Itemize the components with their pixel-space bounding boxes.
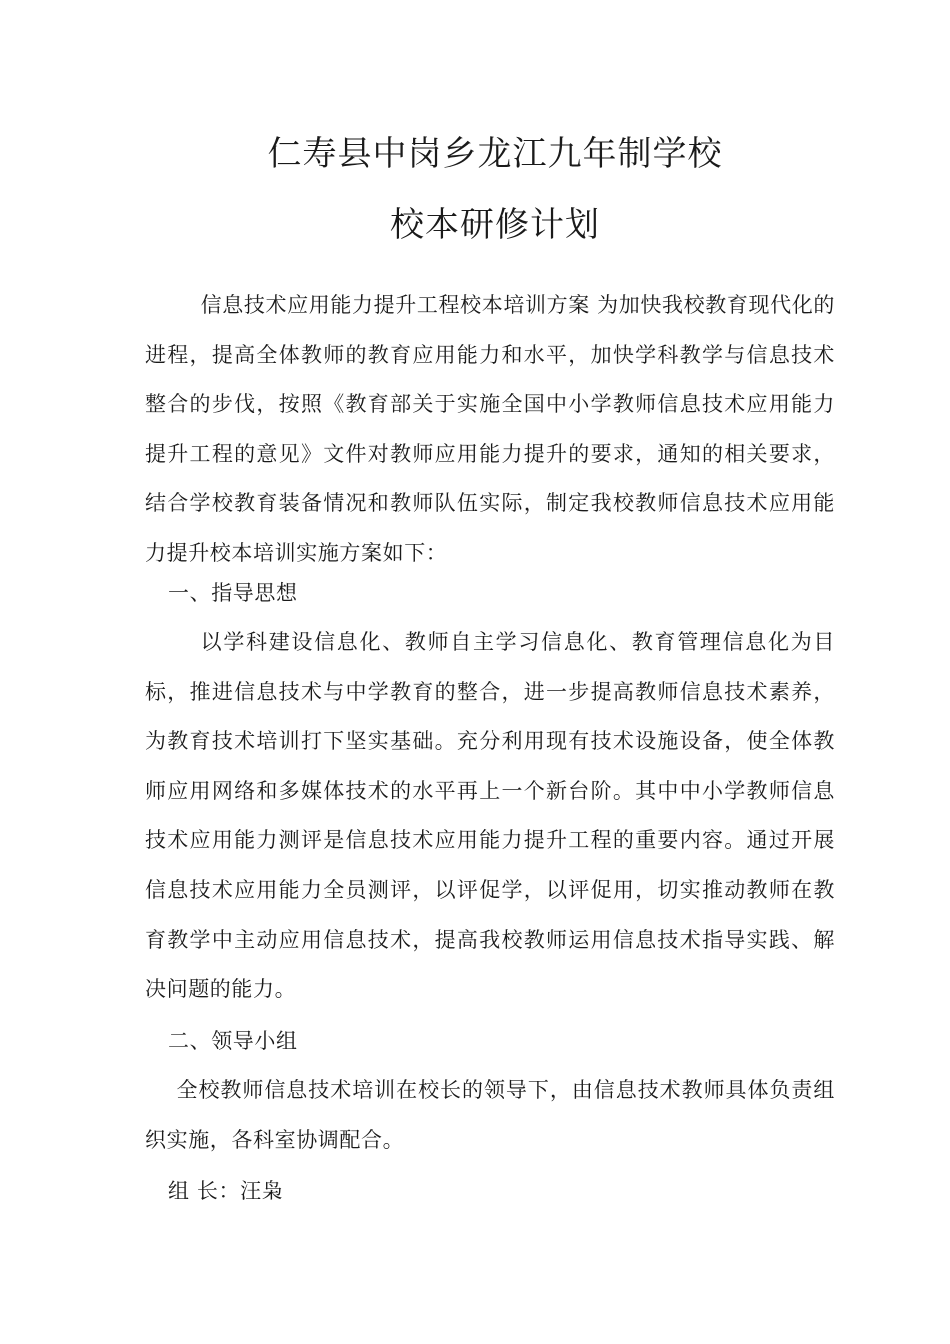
group-leader-line: 组 长：汪枭: [168, 1179, 284, 1203]
section-heading-leadership-group: 二、领导小组: [168, 1029, 298, 1053]
document-title: 仁寿县中岗乡龙江九年制学校: [267, 134, 723, 174]
intro-paragraph: 信息技术应用能力提升工程校本培训方案 为加快我校教育现代化的进程，提高全体教师的教育应用能力和水平，加快学科教学与信息技术整合的步伐，按照《教育部关于实施全国中小学教师信息技术应用能力提升工程的意见》文件对教师应用能力提升的要求，通知的相关要求，结合学校教育装备情况和教师队伍实际，制定我校教师信息技术应用能力提升校本培训实施方案如下：: [145, 293, 835, 565]
document-subtitle: 校本研修计划: [390, 205, 600, 245]
leadership-group-paragraph: 全校教师信息技术培训在校长的领导下，由信息技术教师具体负责组织实施，各科室协调配合。: [145, 1078, 835, 1152]
guiding-ideology-paragraph: 以学科建设信息化、教师自主学习信息化、教育管理信息化为目标，推进信息技术与中学教育的整合，进一步提高教师信息技术素养，为教育技术培训打下坚实基础。充分利用现有技术设施设备，使全体教师应用网络和多媒体技术的水平再上一个新台阶。其中中小学教师信息技术应用能力测评是信息技术应用能力提升工程的重要内容。通过开展信息技术应用能力全员测评，以评促学，以评促用，切实推动教师在教育教学中主动应用信息技术，提高我校教师运用信息技术指导实践、解决问题的能力。: [145, 630, 835, 1002]
section-heading-guiding-ideology: 一、指导思想: [168, 581, 298, 605]
